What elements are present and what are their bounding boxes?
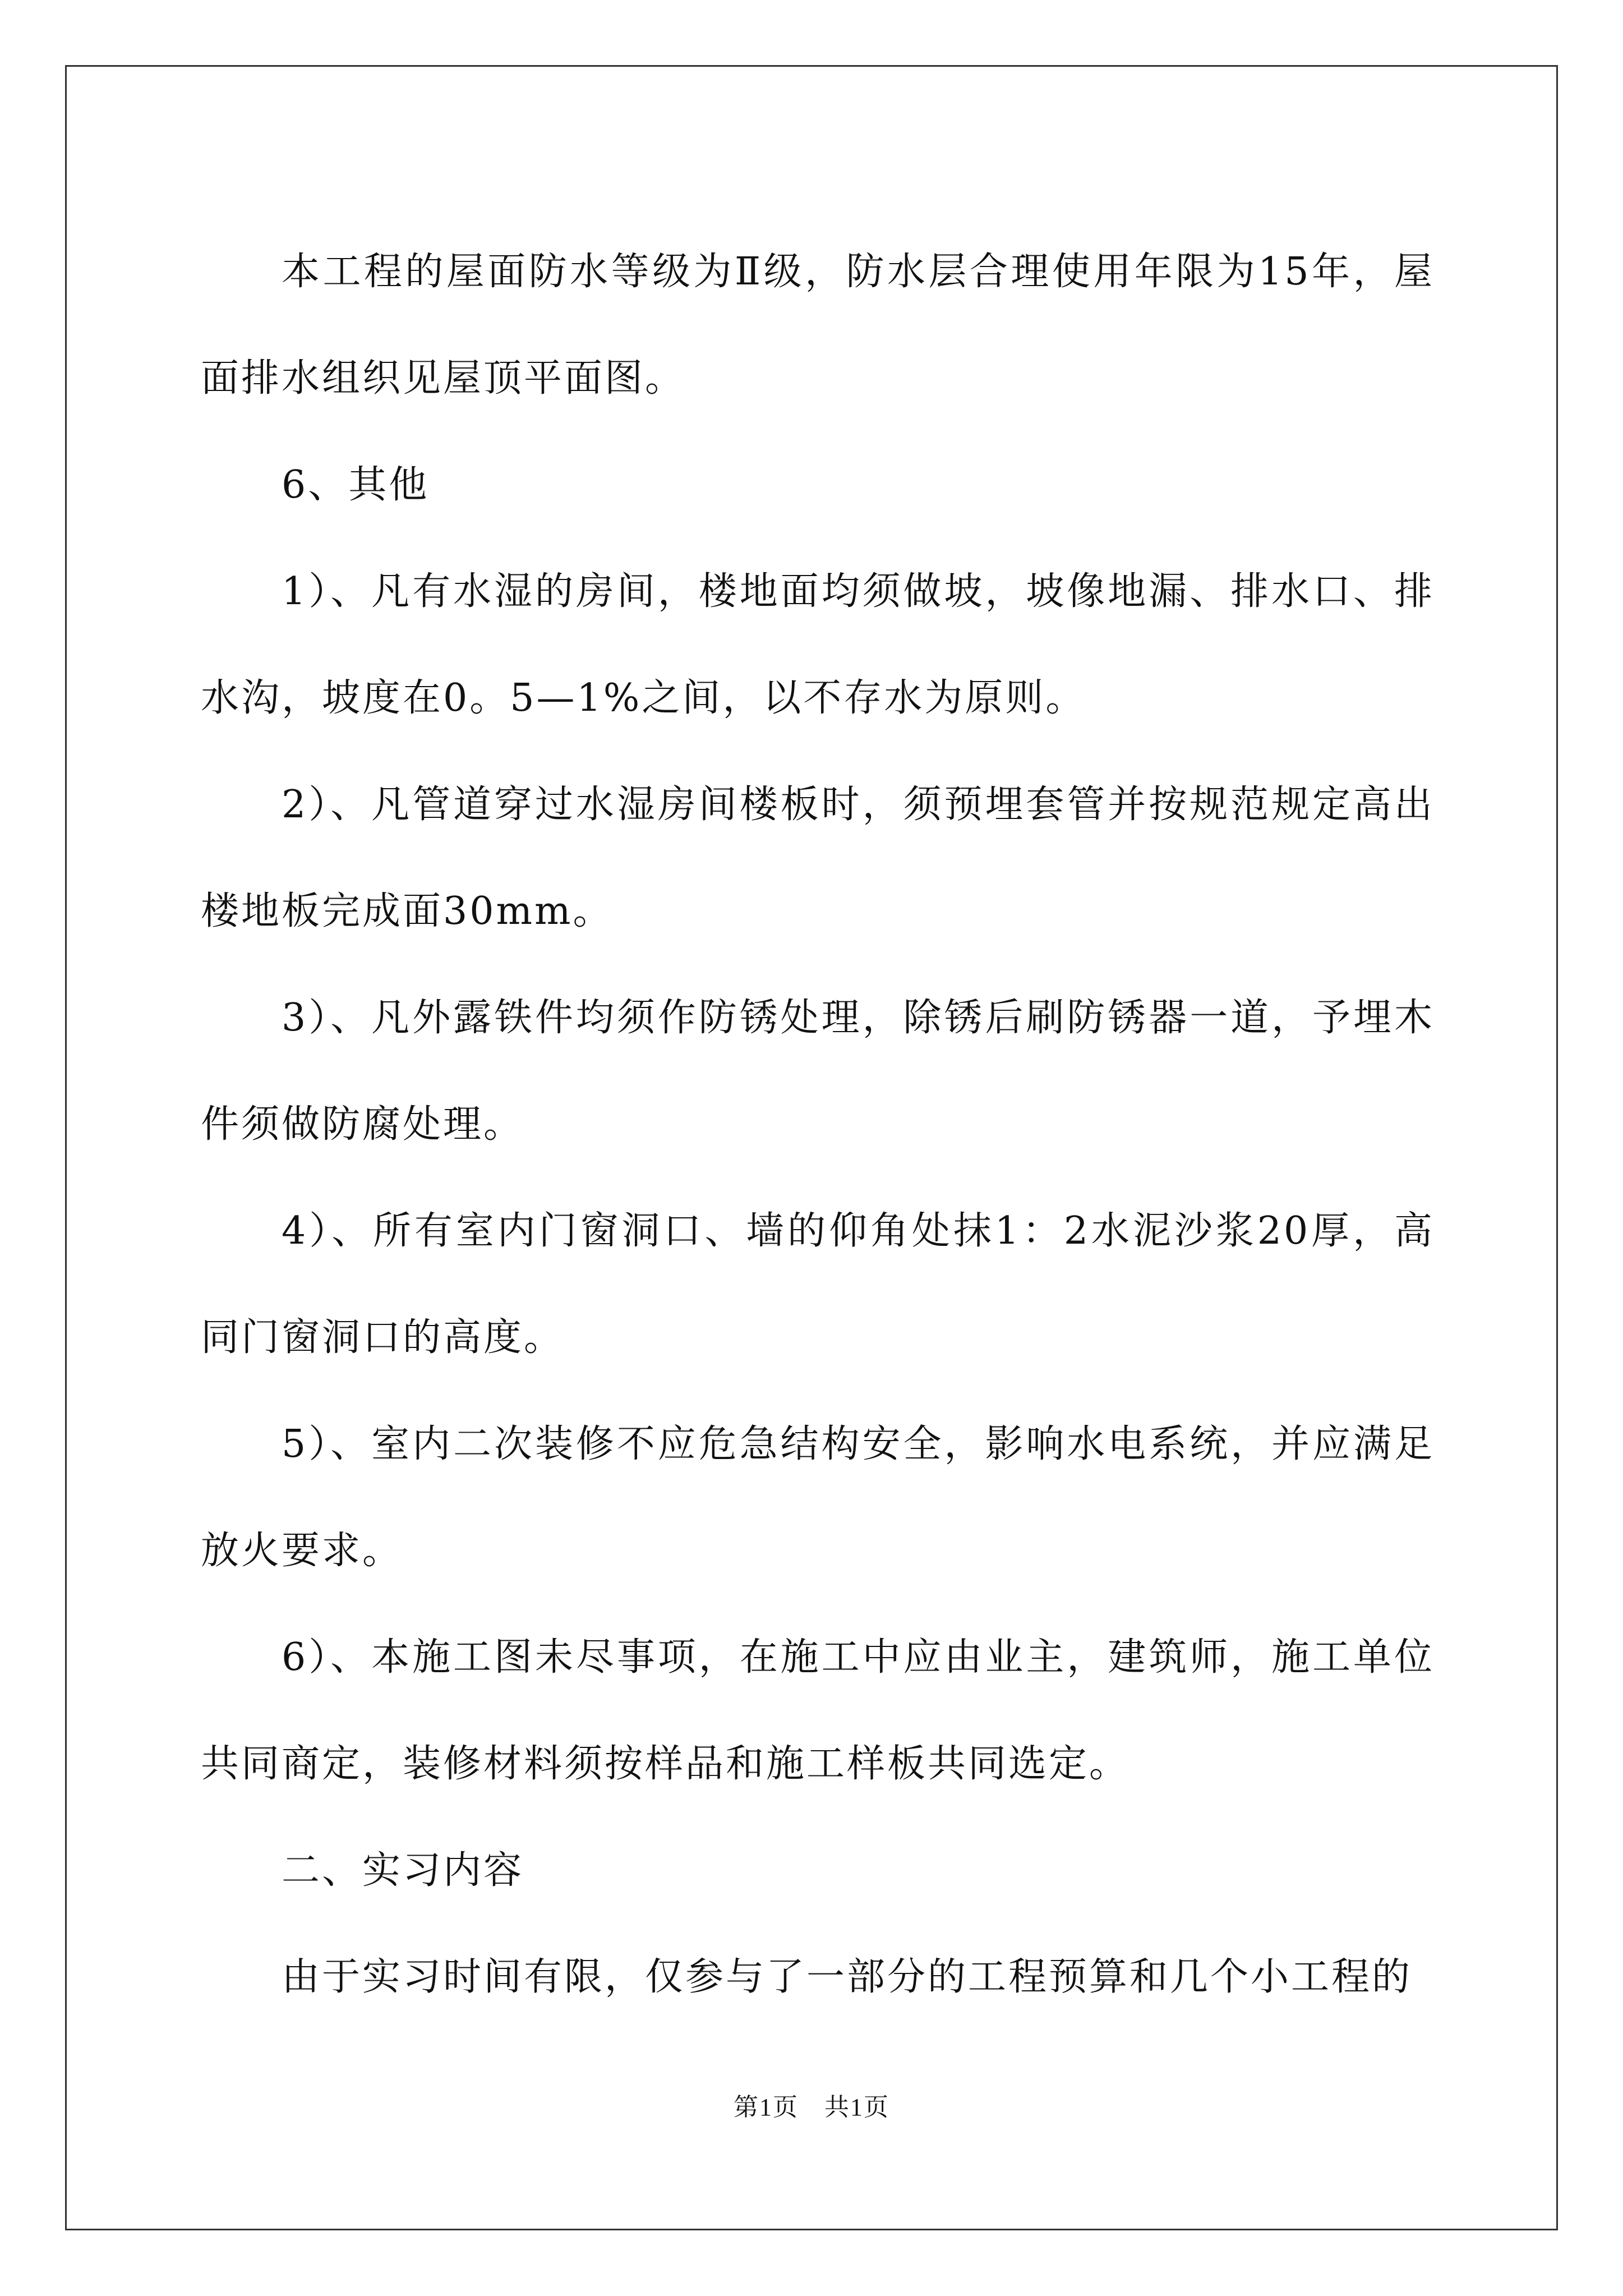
paragraph-item-3: 3）、凡外露铁件均须作防锈处理，除锈后刷防锈器一道，予埋木件须做防腐处理。: [201, 996, 1435, 1147]
paragraph-roof-waterproofing: 本工程的屋面防水等级为Ⅱ级，防水层合理使用年限为15年，屋面排水组织见屋顶平面图。: [201, 250, 1435, 401]
paragraph-item-5: 5）、室内二次装修不应危急结构安全，影响水电系统，并应满足放火要求。: [201, 1422, 1435, 1573]
section-heading-internship-content: 二、实习内容: [282, 1848, 524, 1893]
paragraph-item-2: 2）、凡管道穿过水湿房间楼板时，须预埋套管并按规范规定高出楼地板完成面30mm。: [201, 783, 1435, 933]
paragraph-internship-intro: 由于实习时间有限，仅参与了一部分的工程预算和几个小工程的: [282, 1955, 1413, 1999]
paragraph-item-6: 6）、本施工图未尽事项，在施工中应由业主，建筑师，施工单位共同商定，装修材料须按样品和施工样板共同选定。: [201, 1635, 1435, 1786]
paragraph-item-1: 1）、凡有水湿的房间，楼地面均须做坡，坡像地漏、排水口、排水沟，坡度在0。5—1%之间，以不存水为原则。: [201, 569, 1435, 720]
page-footer: 第1页 共1页: [734, 2093, 889, 2121]
paragraph-item-4: 4）、所有室内门窗洞口、墙的仰角处抹1：2水泥沙浆20厚，高同门窗洞口的高度。: [201, 1209, 1435, 1360]
document-body: [201, 219, 1435, 2031]
section-heading-other: 6、其他: [282, 463, 430, 507]
